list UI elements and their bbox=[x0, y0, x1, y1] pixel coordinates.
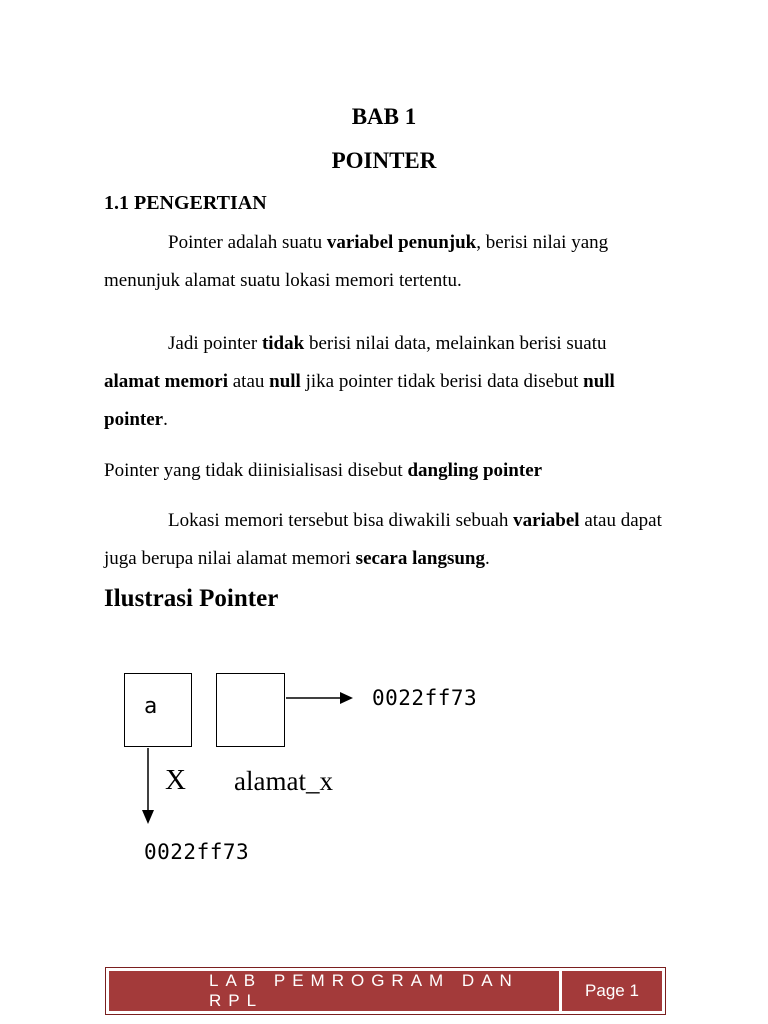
pointer-name-label: alamat_x bbox=[234, 766, 333, 796]
bold-term: variabel penunjuk bbox=[326, 232, 477, 253]
bold-term: secara langsung bbox=[355, 548, 485, 569]
text: Lokasi memori tersebut bisa diwakili sebuah bbox=[168, 510, 514, 531]
bold-term: alamat memori bbox=[104, 371, 228, 392]
page-title: POINTER bbox=[331, 148, 437, 173]
arrow-down-icon bbox=[142, 748, 154, 824]
page-number: Page 1 bbox=[562, 971, 662, 1011]
illustration-heading: Ilustrasi Pointer bbox=[104, 585, 279, 612]
text: Pointer yang tidak diinisialisasi disebut bbox=[104, 460, 408, 481]
variable-box-label: a bbox=[144, 694, 158, 719]
text: Jadi pointer bbox=[168, 333, 262, 354]
bold-term: null pointer bbox=[104, 371, 615, 430]
pointer-target-address: 0022ff73 bbox=[372, 686, 478, 710]
section-heading: 1.1 PENGERTIAN bbox=[104, 192, 267, 214]
bold-term: variabel bbox=[513, 510, 580, 531]
text: Pointer adalah suatu bbox=[168, 232, 327, 253]
bold-term: tidak bbox=[261, 333, 305, 354]
text: atau bbox=[227, 371, 270, 392]
text: berisi nilai data, melainkan berisi suatu bbox=[304, 333, 607, 354]
text: jika pointer tidak berisi data disebut bbox=[300, 371, 584, 392]
arrow-right-icon bbox=[286, 692, 353, 704]
variable-address: 0022ff73 bbox=[144, 840, 250, 864]
text: . bbox=[163, 409, 168, 430]
page-footer bbox=[105, 967, 666, 1015]
chapter-title: BAB 1 bbox=[351, 104, 417, 129]
text: atau dapat juga berupa nilai alamat memori bbox=[104, 510, 662, 569]
text: , berisi nilai yang menunjuk alamat suatu lokasi memori tertentu. bbox=[104, 232, 609, 291]
footer-lab-name: LAB PEMROGRAM DAN RPL bbox=[109, 971, 559, 1011]
variable-name-label: X bbox=[165, 764, 186, 796]
bold-term: dangling pointer bbox=[407, 460, 543, 481]
text: . bbox=[485, 548, 490, 569]
bold-term: null bbox=[269, 371, 301, 392]
